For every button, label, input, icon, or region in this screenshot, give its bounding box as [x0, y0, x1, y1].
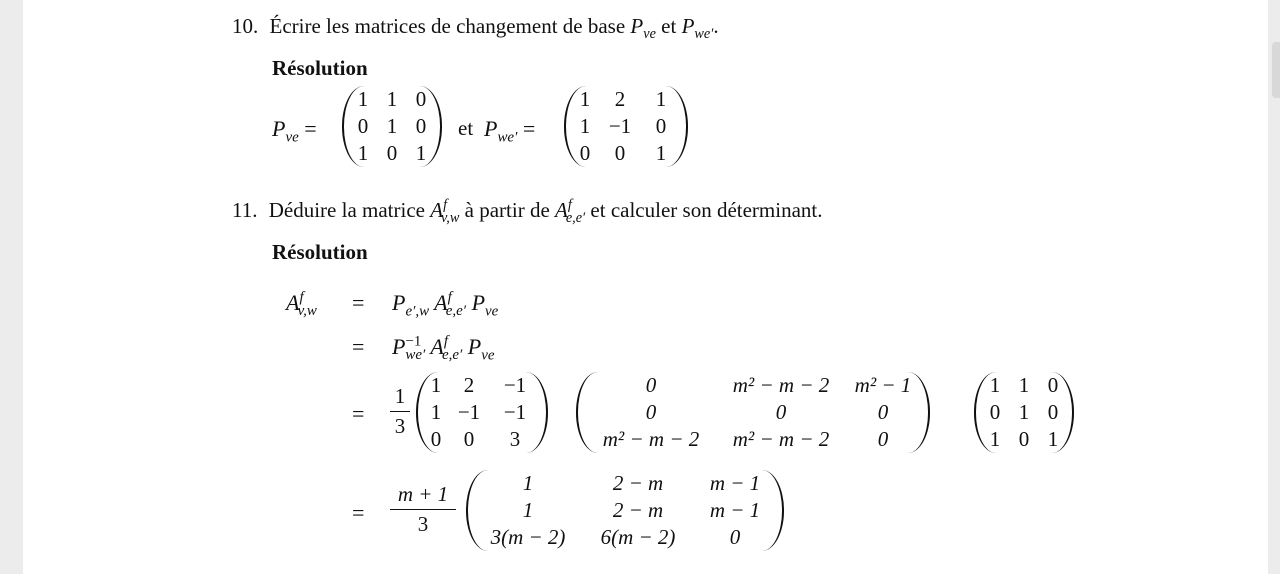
rhs-line-2: $P^{-1}_{we'}$ $A^f_{e,e'}$ $P_{ve}$	[392, 333, 495, 364]
matrix-entry: −1	[503, 400, 527, 424]
fraction-one-third	[390, 384, 410, 439]
math-P-ve-lhs: $P_{ve}$ =	[272, 116, 317, 146]
question-text-before: Déduire la matrice	[268, 198, 425, 222]
matrix-P-ve	[342, 86, 442, 167]
resolution-heading-2: Résolution	[272, 240, 368, 264]
equals-4: =	[352, 500, 365, 525]
matrix-entry: 1	[655, 141, 667, 165]
question-conj: et	[661, 14, 677, 38]
matrix-entry: 0	[645, 373, 657, 397]
matrix-entry: 0	[415, 87, 427, 111]
matrix-entry: 2 − m	[612, 498, 664, 522]
matrix-entry: 2 − m	[612, 471, 664, 495]
matrix-entry: 1	[1018, 373, 1030, 397]
matrix-entry: 1	[989, 373, 1001, 397]
matrix-P-ve-right	[974, 372, 1074, 453]
matrix-entry: 0	[1047, 400, 1059, 424]
matrix-entry: m² − 1	[854, 373, 912, 397]
matrix-entry: 6(m − 2)	[600, 525, 676, 549]
math-A-vw-lhs: $A^f_{v,w}$	[286, 289, 317, 320]
matrix-entry: 1	[386, 114, 398, 138]
matrix-entry: 0	[415, 114, 427, 138]
matrix-P-we	[564, 86, 688, 167]
matrix-entry: 1	[989, 427, 1001, 451]
question-11	[232, 197, 823, 227]
matrix-entry: m − 1	[709, 498, 761, 522]
matrix-entry: 1	[430, 373, 442, 397]
matrix-entry: 1	[579, 87, 591, 111]
matrix-entry: 2	[463, 373, 475, 397]
scrollbar-thumb[interactable]	[1272, 42, 1280, 98]
matrix-entry: 0	[1018, 427, 1030, 451]
matrix-result	[466, 470, 784, 551]
matrix-entry: 1	[430, 400, 442, 424]
equals-2: =	[352, 334, 365, 359]
matrix-entry: 0	[430, 427, 442, 451]
matrix-entry: 0	[877, 400, 889, 424]
equals-1: =	[352, 290, 365, 315]
matrix-entry: 3	[509, 427, 521, 451]
rhs-line-1: $P_{e',w}$ $A^f_{e,e'}$ $P_{ve}$	[392, 289, 499, 320]
matrix-entry: −1	[503, 373, 527, 397]
matrix-entry: 0	[386, 141, 398, 165]
math-A-ee: $A^f_{e,e'}$	[555, 197, 586, 227]
question-text-mid: à partir de	[464, 198, 550, 222]
matrix-entry: m² − m − 2	[732, 427, 830, 451]
equals-3: =	[352, 401, 365, 426]
matrix-entry: 1	[522, 498, 534, 522]
matrix-entry: 0	[1047, 373, 1059, 397]
matrix-entry: 3(m − 2)	[490, 525, 566, 549]
question-number: 11.	[232, 198, 258, 222]
math-A-vw: $A^f_{v,w}$	[430, 197, 460, 227]
fraction-numerator: 1	[390, 384, 410, 412]
math-P-we-lhs: $P_{we'}$ =	[484, 116, 536, 146]
matrix-entry: m² − m − 2	[602, 427, 700, 451]
matrix-entry: 0	[645, 400, 657, 424]
math-P-ve: $P_{ve}$	[630, 14, 656, 43]
matrix-entry: 0	[877, 427, 889, 451]
connector-et: et	[458, 116, 474, 140]
matrix-entry: 0	[655, 114, 667, 138]
matrix-entry: 0	[357, 114, 369, 138]
fraction-denominator: 3	[417, 512, 429, 536]
matrix-entry: 0	[579, 141, 591, 165]
matrix-entry: 1	[1018, 400, 1030, 424]
matrix-entry: 1	[357, 141, 369, 165]
matrix-entry: 2	[614, 87, 626, 111]
matrix-entry: 1	[386, 87, 398, 111]
fraction-denominator: 3	[394, 414, 406, 438]
matrix-entry: m² − m − 2	[732, 373, 830, 397]
matrix-entry: −1	[457, 400, 481, 424]
matrix-entry: 1	[579, 114, 591, 138]
question-number: 10.	[232, 14, 259, 38]
fraction-m-plus-one-third	[390, 482, 456, 537]
fraction-numerator: m + 1	[390, 482, 456, 510]
math-P-we: $P_{we'}$	[681, 14, 714, 43]
matrix-entry: 0	[729, 525, 741, 549]
matrix-entry: 1	[522, 471, 534, 495]
matrix-entry: 0	[775, 400, 787, 424]
question-text-after: et calculer son déterminant.	[590, 198, 823, 222]
matrix-entry: 1	[1047, 427, 1059, 451]
matrix-entry: m − 1	[709, 471, 761, 495]
question-text: Écrire les matrices de changement de base	[269, 14, 626, 38]
matrix-entry: −1	[608, 114, 632, 138]
matrix-entry: 1	[415, 141, 427, 165]
resolution-heading-1: Résolution	[272, 56, 368, 80]
matrix-entry: 1	[655, 87, 667, 111]
question-10: 10. Écrire les matrices de changement de base $P_{ve}$ et $P_{we'}$.	[232, 14, 719, 43]
matrix-entry: 1	[357, 87, 369, 111]
matrix-entry: 0	[463, 427, 475, 451]
matrix-entry: 0	[614, 141, 626, 165]
matrix-A-ee	[576, 372, 930, 453]
matrix-entry: 0	[989, 400, 1001, 424]
matrix-P-we-inverse	[416, 372, 548, 453]
